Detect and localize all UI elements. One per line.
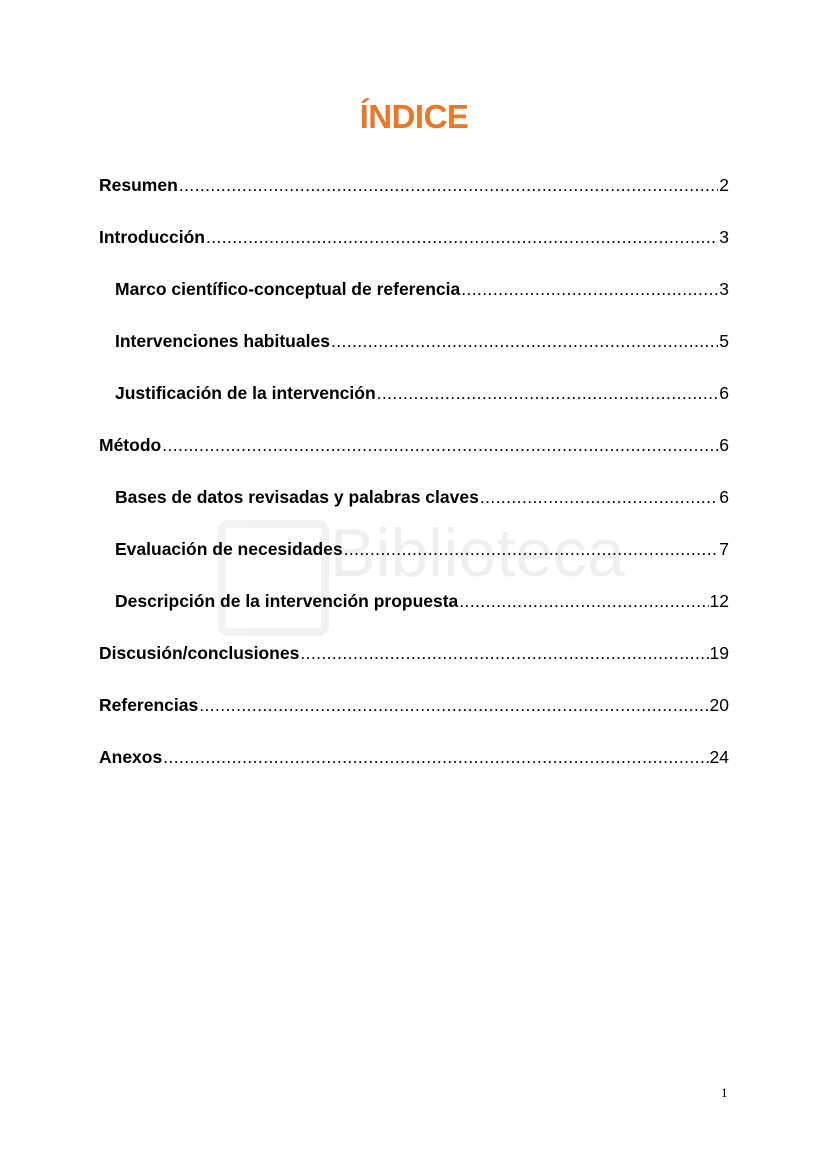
toc-entry-label: Discusión/conclusiones: [99, 643, 300, 663]
page-title: ÍNDICE: [359, 98, 469, 135]
toc-entry[interactable]: [99, 747, 729, 799]
toc-entry-label: Justificación de la intervención: [115, 383, 376, 403]
page-number: 1: [721, 1085, 728, 1100]
dot-leader: [377, 383, 719, 404]
dot-leader: [162, 435, 718, 456]
toc-entry[interactable]: [99, 643, 729, 695]
table-of-contents: [99, 175, 729, 799]
toc-entry-label: Intervenciones habituales: [115, 331, 330, 351]
dot-leader: [344, 539, 719, 560]
toc-entry[interactable]: [99, 591, 729, 643]
toc-entry-page: 24: [709, 747, 729, 767]
toc-entry-page: 3: [719, 227, 729, 247]
dot-leader: [331, 331, 718, 352]
toc-entry-page: 6: [719, 487, 729, 507]
toc-entry-label: Bases de datos revisadas y palabras claves: [115, 487, 479, 507]
toc-entry-page: 3: [719, 279, 729, 299]
toc-entry-page: 6: [719, 435, 729, 455]
toc-entry[interactable]: [99, 539, 729, 591]
dot-leader: [480, 487, 718, 508]
toc-entry[interactable]: [99, 175, 729, 227]
toc-entry-page: 12: [709, 591, 729, 611]
toc-entry-label: Método: [99, 435, 162, 455]
toc-entry[interactable]: [99, 227, 729, 279]
toc-entry[interactable]: [99, 487, 729, 539]
dot-leader: [163, 747, 708, 768]
toc-entry[interactable]: [99, 331, 729, 383]
toc-entry-page: 2: [719, 175, 729, 195]
dot-leader: [206, 227, 718, 248]
toc-entry-page: 20: [709, 695, 729, 715]
dot-leader: [461, 279, 718, 300]
toc-entry-label: Referencias: [99, 695, 199, 715]
toc-entry-label: Resumen: [99, 175, 178, 195]
toc-entry-label: Introducción: [99, 227, 205, 247]
toc-entry[interactable]: [99, 383, 729, 435]
toc-entry[interactable]: [99, 279, 729, 331]
toc-entry-page: 7: [719, 539, 729, 559]
toc-entry-label: Evaluación de necesidades: [115, 539, 343, 559]
dot-leader: [300, 643, 708, 664]
dot-leader: [459, 591, 708, 612]
dot-leader: [199, 695, 708, 716]
toc-entry[interactable]: [99, 695, 729, 747]
dot-leader: [179, 175, 718, 196]
watermark-text: Biblioteca: [330, 515, 625, 591]
toc-entry-page: 19: [709, 643, 729, 663]
toc-entry-label: Descripción de la intervención propuesta: [115, 591, 459, 611]
toc-entry-label: Anexos: [99, 747, 163, 767]
toc-entry-page: 6: [719, 383, 729, 403]
toc-entry-label: Marco científico-conceptual de referencia: [115, 279, 461, 299]
toc-entry-page: 5: [719, 331, 729, 351]
toc-entry[interactable]: [99, 435, 729, 487]
